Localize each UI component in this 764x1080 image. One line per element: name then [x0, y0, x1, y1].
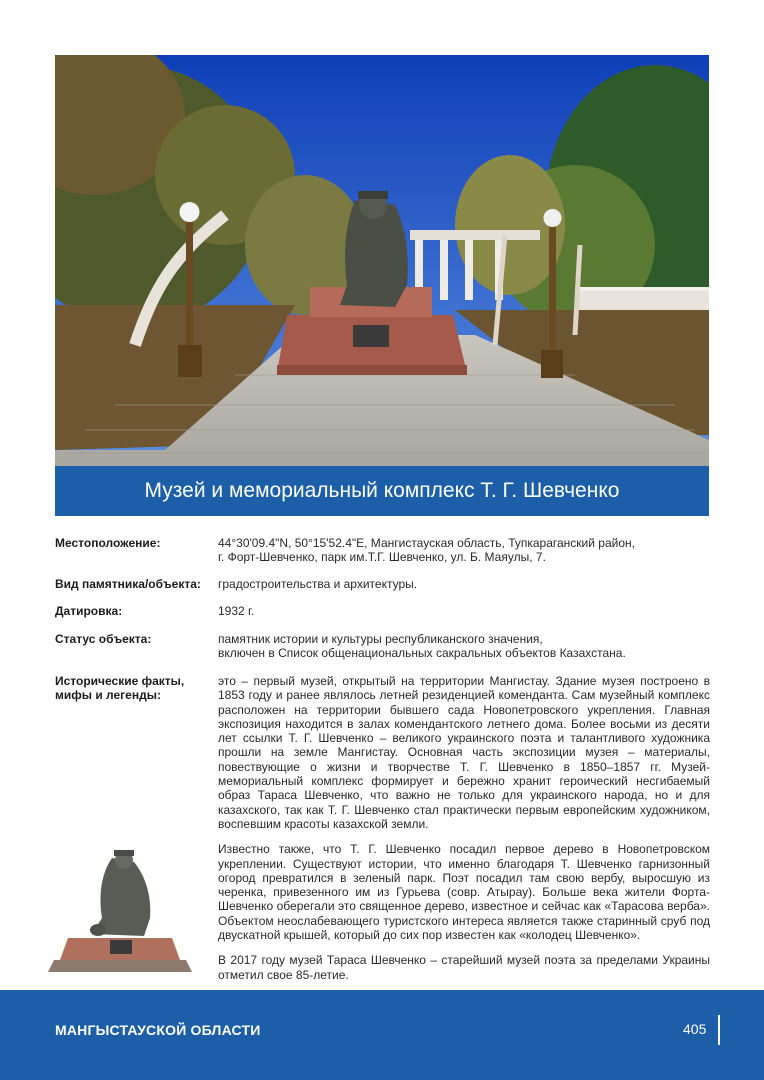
statue-thumbnail-image: [40, 842, 200, 977]
date-value: 1932 г.: [218, 604, 255, 618]
history-label-line-1: Исторические факты,: [55, 674, 185, 688]
status-value: [218, 632, 710, 660]
location-line-2: г. Форт-Шевченко, парк им.Т.Г. Шевченко, ул. Б. Маяулы, 7.: [218, 550, 546, 564]
history-text: [218, 674, 710, 982]
page-title: [55, 466, 709, 516]
date-label: Датировка:: [55, 604, 123, 618]
location-value: [218, 536, 710, 564]
history-label: [55, 674, 184, 702]
status-line-1: памятник истории и культуры республиканского значения,: [218, 632, 543, 646]
status-label: Статус объекта:: [55, 632, 152, 646]
page-number-divider: [718, 1015, 720, 1045]
status-line-2: включен в Список общенациональных сакральных объектов Казахстана.: [218, 646, 626, 660]
history-paragraph-1: это – первый музей, открытый на территории Мангистау. Здание музея построено в 1853 году и ранее являлось летней резиденцией коменданта. Сам музейный комплекс расположен на территории бывшего сада Новопетровского укрепления. Главная экспозиция находится в залах комендантского летнего дома. Более восьми из десяти лет ссылки Т. Г. Шевченко – великого украинского поэта и талантливого художника прошли на земле Мангистау. Основная часть экспозиции музея – материалы, повествующие о жизни и творчестве Т. Г. Шевченко в 1850–1857 гг. Музей-мемориальный комплекс формирует и бережно хранит героический несгибаемый образ Тараса Шевченко, что важно не только для украинского народа, но и для казахского, так как Т. Г. Шевченко стал практически первым европейским художником, воспевшим красоты казахской земли.: [218, 674, 710, 831]
type-label: Вид памятника/объекта:: [55, 577, 201, 591]
history-paragraph-3: В 2017 году музей Тараса Шевченко – старейший музей поэта за пределами Украины отметил свое 85-летие.: [218, 953, 710, 982]
history-label-line-2: мифы и легенды:: [55, 688, 161, 702]
page-title-text: Музей и мемориальный комплекс Т. Г. Шевченко: [144, 479, 620, 502]
monument-photo: [55, 55, 709, 466]
location-line-1: 44°30'09.4"N, 50°15'52.4"E, Мангистауская область, Тупкараганский район,: [218, 536, 635, 550]
location-label: Местоположение:: [55, 536, 161, 550]
type-value: градостроительства и архитектуры.: [218, 577, 418, 591]
history-paragraph-2: Известно также, что Т. Г. Шевченко посадил первое дерево в Новопетровском укреплении. Существуют истории, что именно благодаря Т. Шевченко гарнизонный огород превратился в зеленый парк. Поэт посадил там свою вербу, выросшую из черенка, привезенного им из Гурьева (совр. Атырау). Больше века жители Форта-Шевченко оберегали это священное дерево, известное и сейчас как «Тарасова верба». Объектом неослабевающего туристского интереса является также старинный сруб под двускатной крышей, который до сих пор известен как «колодец Шевченко».: [218, 842, 710, 943]
footer-region-title: МАНГЫСТАУСКОЙ ОБЛАСТИ: [55, 1022, 261, 1038]
page-number: 405: [683, 1021, 707, 1037]
